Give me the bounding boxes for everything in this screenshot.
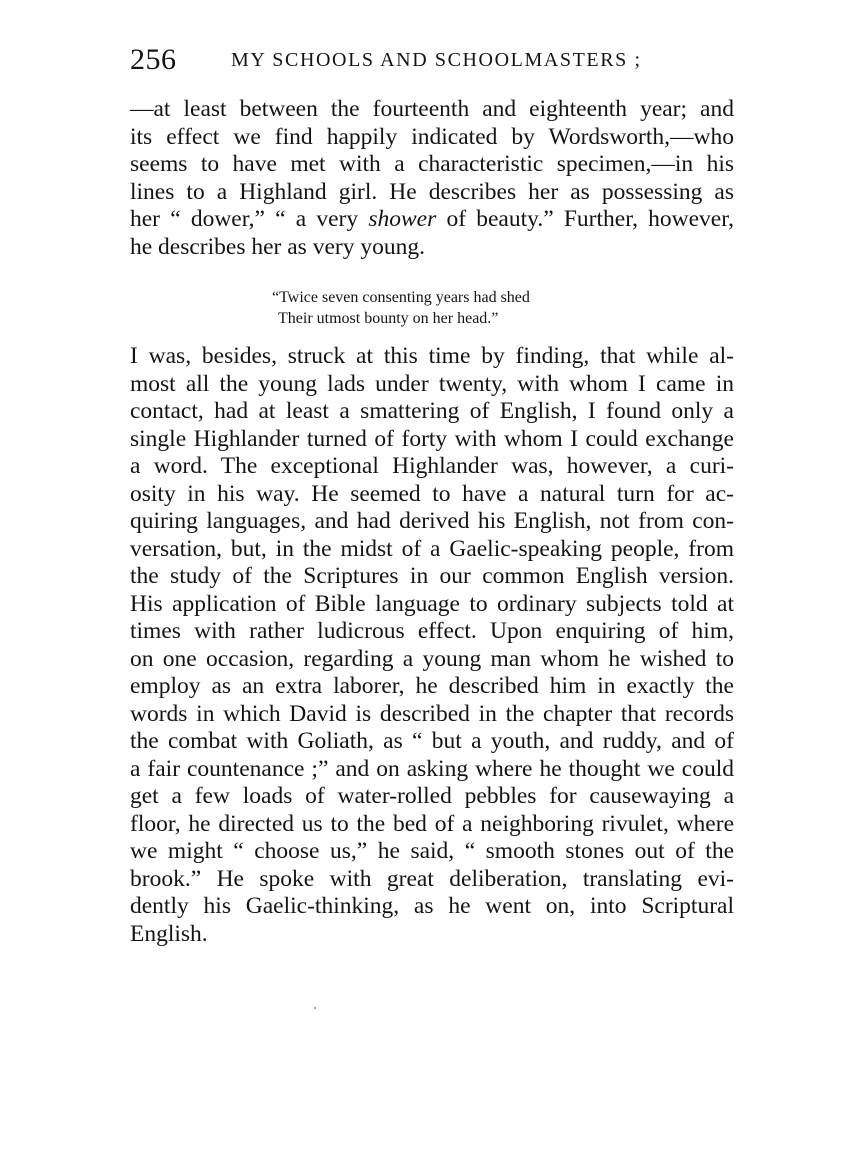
text-line: dently his Gaelic-thinking, as he went on, into Scriptural <box>130 893 734 919</box>
text-line: times with rather ludicrous effect. Upon enquiring of him, <box>130 618 734 644</box>
running-title: MY SCHOOLS AND SCHOOLMASTERS ; <box>231 49 642 71</box>
text-line: the combat with Goliath, as “ but a youth, and ruddy, and of <box>130 728 734 754</box>
text-line: its effect we find happily indicated by Wordsworth,—who <box>130 123 734 150</box>
text-line: I was, besides, struck at this time by finding, that while al- <box>130 343 734 369</box>
text-line: employ as an extra laborer, he described him in exactly the <box>130 673 734 699</box>
text-line: versation, but, in the midst of a Gaelic-speaking people, from <box>130 535 734 562</box>
text-line: the study of the Scriptures in our common English version. <box>130 563 734 589</box>
text-line: words in which David is described in the chapter that records <box>130 700 734 727</box>
text-line: contact, had at least a smattering of English, I found only a <box>130 398 734 424</box>
text-line: floor, he directed us to the bed of a neighboring rivulet, where <box>130 810 734 837</box>
page-number: 256 <box>130 43 177 76</box>
text-line: lines to a Highland girl. He describes her as possessing as <box>130 178 734 205</box>
verse-quotation <box>272 287 602 329</box>
text-line: His application of Bible language to ordinary subjects told at <box>130 590 734 617</box>
text-line: single Highlander turned of forty with whom I could exchange <box>130 425 734 452</box>
text-line: her “ dower,” “ a very shower of beauty.” Further, however, <box>130 206 734 232</box>
text-line: a fair countenance ;” and on asking where he thought we could <box>130 755 734 782</box>
text-line: quiring languages, and had derived his English, not from con- <box>130 508 734 534</box>
text-line: brook.” He spoke with great deliberation, translating evi- <box>130 865 734 892</box>
paragraph-wordsworth <box>130 96 734 261</box>
text-line: we might “ choose us,” he said, “ smooth stones out of the <box>130 838 734 864</box>
verse-line: “Twice seven consenting years had shed <box>272 289 530 306</box>
verse-line: Their utmost bounty on her head.” <box>278 310 499 327</box>
text-line: a word. The exceptional Highlander was, however, a curi- <box>130 453 734 479</box>
running-header <box>130 40 730 80</box>
text-line: most all the young lads under twenty, with whom I came in <box>130 370 734 397</box>
paragraph-highlander <box>130 343 734 948</box>
text-line: osity in his way. He seemed to have a natural turn for ac- <box>130 480 734 507</box>
emphasis-text: shower <box>368 206 437 232</box>
text-line: English. <box>130 920 208 947</box>
text-line: on one occasion, regarding a young man whom he wished to <box>130 645 734 672</box>
text-line: —at least between the fourteenth and eighteenth year; and <box>130 96 734 122</box>
ink-speck <box>314 1007 316 1009</box>
text-line: seems to have met with a characteristic specimen,—in his <box>130 151 734 177</box>
text-line: he describes her as very young. <box>130 233 425 260</box>
text-line: get a few loads of water-rolled pebbles for causewaying a <box>130 783 734 809</box>
